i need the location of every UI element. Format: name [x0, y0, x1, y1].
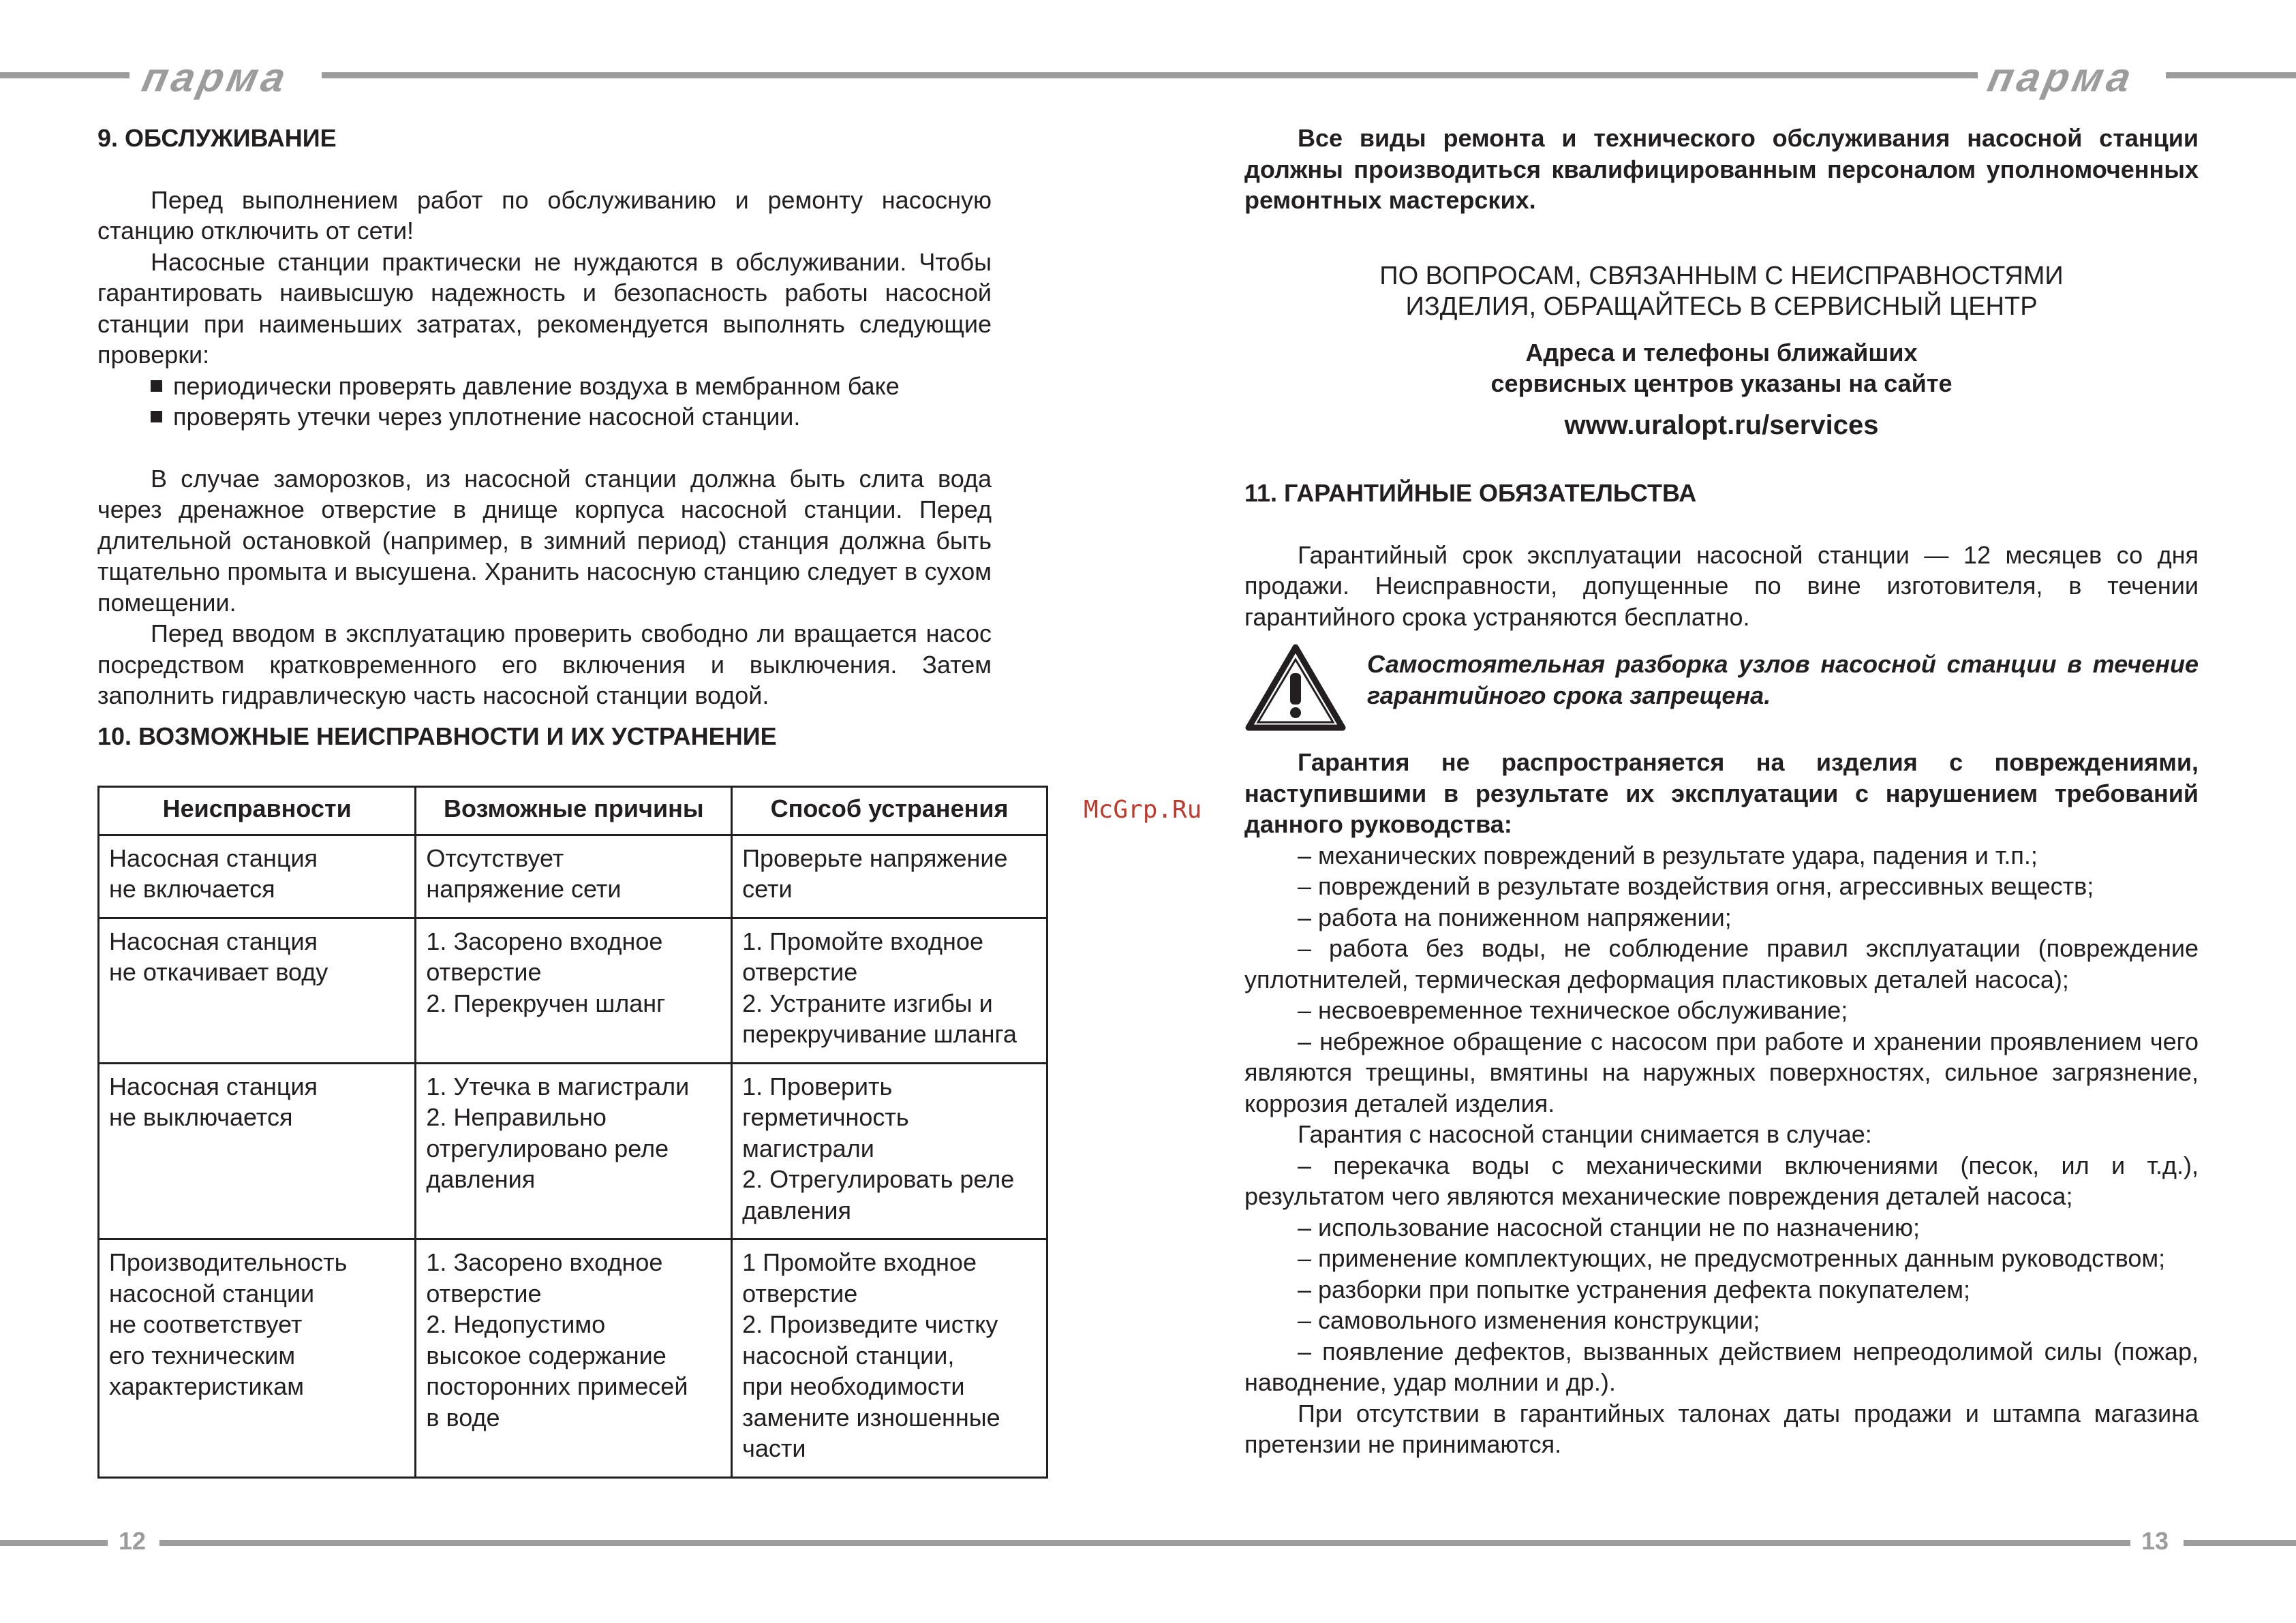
- section-11-title: 11. ГАРАНТИЙНЫЕ ОБЯЗАТЕЛЬСТВА: [1244, 479, 1697, 507]
- fix-cell: 1. Проверить герметичность магистрали 2. Отрегулировать реле давления: [732, 1063, 1047, 1239]
- column-header-causes: Возможные причины: [416, 787, 732, 835]
- list-item: – применение комплектующих, не предусмотренных данным руководством;: [1298, 1244, 2166, 1272]
- table-header-row: [99, 787, 1047, 835]
- right-page: [1244, 123, 2199, 1460]
- page-number-right: 13: [2141, 1527, 2169, 1555]
- s11-paragraph-3: Гарантия с насосной станции снимается в случае:: [1298, 1120, 1872, 1148]
- fix-cell: 1 Промойте входное отверстие 2. Произведите чистку насосной станции, при необходимости замените изношенные части: [732, 1239, 1047, 1478]
- bullet-square-icon: [151, 380, 162, 392]
- footer-rule-middle: [159, 1540, 2130, 1546]
- column-header-faults: Неисправности: [99, 787, 416, 835]
- s9-paragraph-4: Перед вводом в эксплуатацию проверить свободно ли вращается насос посредством кратковременного его включения и выключения. Затем заполнить гидравлическую часть насосной станции водой.: [97, 619, 992, 709]
- s9-paragraph-1: Перед выполнением работ по обслуживанию и ремонту насосную станцию отключить от сети!: [97, 185, 992, 245]
- section-10-title: 10. ВОЗМОЖНЫЕ НЕИСПРАВНОСТИ И ИХ УСТРАНЕНИЕ: [97, 722, 777, 750]
- left-page: [97, 123, 992, 752]
- fault-cell: Насосная станция не включается: [99, 835, 416, 918]
- header-rule-left-a: [0, 72, 129, 78]
- service-notice: ПО ВОПРОСАМ, СВЯЗАННЫМ С НЕИСПРАВНОСТЯМИ ИЗДЕЛИЯ, ОБРАЩАЙТЕСЬ В СЕРВИСНЫЙ ЦЕНТР: [1379, 261, 2064, 321]
- table-row: [99, 1239, 1047, 1478]
- table-row: [99, 918, 1047, 1063]
- list-item: – работа на пониженном напряжении;: [1298, 903, 1732, 931]
- warning-block: [1244, 649, 2199, 732]
- list-item: – разборки при попытке устранения дефекта покупателем;: [1298, 1275, 1970, 1303]
- section-9-title: 9. ОБСЛУЖИВАНИЕ: [97, 124, 337, 152]
- fault-cell: Насосная станция не выключается: [99, 1063, 416, 1239]
- troubleshooting-table: [97, 786, 1048, 1479]
- list-item: – появление дефектов, вызванных действием непреодолимой силы (пожар, наводнение, удар молнии и др.).: [1244, 1337, 2199, 1396]
- s11-paragraph-2: Гарантия не распространяется на изделия с повреждениями, наступившими в результате их эксплуатации с нарушением требований данного руководства:: [1244, 748, 2199, 838]
- fault-cell: Насосная станция не откачивает воду: [99, 918, 416, 1063]
- list-item: – повреждений в результате воздействия огня, агрессивных веществ;: [1298, 872, 2094, 900]
- bullet-square-icon: [151, 411, 162, 422]
- fix-cell: Проверьте напряжение сети: [732, 835, 1047, 918]
- cause-cell: 1. Засорено входное отверстие 2. Недопустимо высокое содержание посторонних примесей в воде: [416, 1239, 732, 1478]
- list-item: – самовольного изменения конструкции;: [1298, 1306, 1760, 1334]
- footer-rule-right-b: [2184, 1540, 2296, 1546]
- column-header-fix: Способ устранения: [732, 787, 1047, 835]
- s11-paragraph-4: При отсутствии в гарантийных талонах даты продажи и штампа магазина претензии не принимаются.: [1244, 1399, 2199, 1458]
- service-address-note: Адреса и телефоны ближайших сервисных центров указаны на сайте: [1490, 338, 1953, 397]
- fault-cell: Производительность насосной станции не соответствует его техническим характеристикам: [99, 1239, 416, 1478]
- s11-paragraph-1: Гарантийный срок эксплуатации насосной станции — 12 месяцев со дня продажи. Неисправности, допущенные по вине изготовителя, в течении гарантийного срока устраняются бесплатно.: [1244, 540, 2199, 631]
- service-url-link[interactable]: www.uralopt.ru/services: [1564, 409, 1879, 440]
- warning-text: Самостоятельная разборка узлов насосной станции в течение гарантийного срока запрещена.: [1367, 650, 2199, 709]
- brand-logo-left: парма: [138, 55, 294, 100]
- cause-cell: Отсутствует напряжение сети: [416, 835, 732, 918]
- s9-paragraph-3: В случае заморозков, из насосной станции должна быть слита вода через дренажное отверстие в днище корпуса насосной станции. Перед длительной остановкой (например, в зимний период) станция должна быть тщательно промыта и высушена. Хранить насосную станцию следует в сухом помещении.: [97, 464, 992, 617]
- page-number-left: 12: [119, 1527, 147, 1555]
- watermark: McGrp.Ru: [1084, 796, 1202, 824]
- list-item: – работа без воды, не соблюдение правил эксплуатации (повреждение уплотнителей, термическая деформация пластиковых деталей насоса);: [1244, 934, 2199, 993]
- s9-paragraph-2: Насосные станции практически не нуждаются в обслуживании. Чтобы гарантировать наивысшую надежность и безопасность работы насосной станции при наименьших затратах, рекомендуется выполнять следующие проверки:: [97, 247, 992, 369]
- brand-logo-right: парма: [1983, 55, 2139, 100]
- header-rule-middle: [322, 72, 1978, 78]
- list-item: – несвоевременное техническое обслуживание;: [1298, 996, 1848, 1024]
- list-item: – использование насосной станции не по назначению;: [1298, 1213, 1920, 1241]
- cause-cell: 1. Утечка в магистрали 2. Неправильно отрегулировано реле давления: [416, 1063, 732, 1239]
- list-item: периодически проверять давление воздуха в мембранном баке: [151, 371, 992, 402]
- list-item: – механических повреждений в результате удара, падения и т.п.;: [1298, 841, 2038, 869]
- list-item: – небрежное обращение с насосом при работе и хранении проявлением чего являются трещины, вмятины на наружных поверхностях, сильное загрязнение, коррозия деталей изделия.: [1244, 1027, 2199, 1117]
- warning-triangle-icon: [1244, 643, 1347, 732]
- cause-cell: 1. Засорено входное отверстие 2. Перекручен шланг: [416, 918, 732, 1063]
- fix-cell: 1. Промойте входное отверстие 2. Устраните изгибы и перекручивание шланга: [732, 918, 1047, 1063]
- list-item: – перекачка воды с механическими включениями (песок, ил и т.д.), результатом чего являются механические повреждения деталей насоса;: [1244, 1151, 2199, 1210]
- footer-rule-left-a: [0, 1540, 108, 1546]
- table-row: [99, 1063, 1047, 1239]
- header-rule-right-b: [2166, 72, 2296, 78]
- service-intro: Все виды ремонта и технического обслуживания насосной станции должны производиться квалифицированным персоналом уполномоченных ремонтных мастерских.: [1244, 124, 2199, 214]
- list-item: проверять утечки через уплотнение насосной станции.: [151, 401, 992, 433]
- table-row: [99, 835, 1047, 918]
